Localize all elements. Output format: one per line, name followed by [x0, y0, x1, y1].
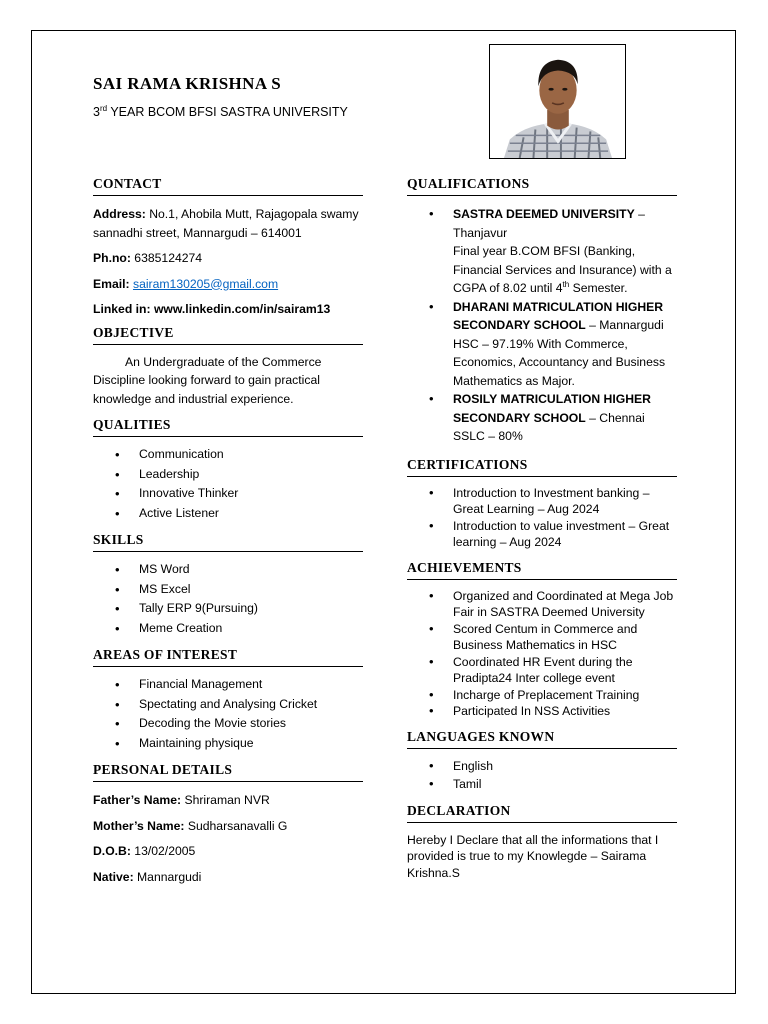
- list-item: • MS Excel: [93, 580, 363, 600]
- native-place: Native: Mannargudi: [93, 869, 202, 884]
- contact-heading: CONTACT: [93, 176, 363, 196]
- interests-heading: AREAS OF INTEREST: [93, 647, 363, 667]
- objective-text: An Undergraduate of the Commerce Discipline looking forward to gain practical knowledge and industrial experience.: [93, 354, 322, 406]
- list-item: • Innovative Thinker: [93, 484, 363, 504]
- declaration-heading: DECLARATION: [407, 803, 677, 823]
- achievements-heading: ACHIEVEMENTS: [407, 560, 677, 580]
- contact-linkedin: Linked in: www.linkedin.com/in/sairam13: [93, 302, 331, 316]
- list-item: • Maintaining physique: [93, 734, 363, 754]
- list-item: • ROSILY MATRICULATION HIGHER SECONDARY SCHOOL – Chennai SSLC – 80%: [407, 390, 677, 446]
- email-link[interactable]: sairam130205@gmail.com: [132, 276, 279, 291]
- list-item: • Participated In NSS Activities: [407, 703, 677, 720]
- achievements-list: [407, 588, 677, 720]
- profile-photo: [489, 44, 626, 159]
- father-name: Father’s Name: Shriraman NVR: [93, 793, 270, 807]
- qualifications-heading: QUALIFICATIONS: [407, 176, 677, 196]
- list-item: • Introduction to Investment banking – Great Learning – Aug 2024: [407, 485, 677, 518]
- objective-heading: OBJECTIVE: [93, 325, 363, 345]
- list-item: • Coordinated HR Event during the Pradipta24 Inter college event: [407, 654, 677, 687]
- qualifications-list: [407, 205, 677, 446]
- contact-phone: Ph.no: 6385124274: [93, 251, 203, 265]
- list-item: • SASTRA DEEMED UNIVERSITY – Thanjavur Final year B.COM BFSI (Banking, Financial Services and Insurance) with a CGPA of 8.02 until 4th Semester.: [407, 205, 677, 298]
- list-item: • DHARANI MATRICULATION HIGHER SECONDARY SCHOOL – Mannargudi HSC – 97.19% With Commerce, Economics, Accountancy and Business Mathematics as Major.: [407, 298, 677, 391]
- languages-list: [407, 757, 677, 794]
- certifications-heading: CERTIFICATIONS: [407, 457, 677, 477]
- right-column: [407, 176, 677, 881]
- mother-name: Mother’s Name: Sudharsanavalli G: [93, 818, 288, 833]
- candidate-name: SAI RAMA KRISHNA S: [93, 74, 282, 93]
- contact-email: Email: sairam130205@gmail.com: [93, 276, 279, 291]
- skills-heading: SKILLS: [93, 532, 363, 552]
- list-item: • Spectating and Analysing Cricket: [93, 695, 363, 715]
- list-item: • Scored Centum in Commerce and Business Mathematics in HSC: [407, 621, 677, 654]
- list-item: • Introduction to value investment – Great learning – Aug 2024: [407, 518, 677, 551]
- interests-list: [93, 675, 363, 753]
- certifications-list: [407, 485, 677, 551]
- list-item: • Decoding the Movie stories: [93, 714, 363, 734]
- personal-heading: PERSONAL DETAILS: [93, 762, 363, 782]
- languages-heading: LANGUAGES KNOWN: [407, 729, 677, 749]
- qualities-heading: QUALITIES: [93, 417, 363, 437]
- list-item: • Financial Management: [93, 675, 363, 695]
- list-item: • Incharge of Preplacement Training: [407, 687, 677, 704]
- list-item: • Communication: [93, 445, 363, 465]
- declaration-text: Hereby I Declare that all the informations that I provided is true to my Knowlegde – Sairama Krishna.S: [407, 832, 659, 880]
- date-of-birth: D.O.B: 13/02/2005: [93, 844, 196, 858]
- list-item: • English: [407, 757, 677, 776]
- left-column: [93, 176, 363, 886]
- list-item: • Meme Creation: [93, 619, 363, 639]
- contact-address: Address: No.1, Ahobila Mutt, Rajagopala swamy sannadhi street, Mannargudi – 614001: [93, 207, 359, 240]
- list-item: • MS Word: [93, 560, 363, 580]
- list-item: • Active Listener: [93, 504, 363, 524]
- list-item: • Tamil: [407, 775, 677, 794]
- list-item: • Leadership: [93, 465, 363, 485]
- qualities-list: [93, 445, 363, 523]
- list-item: • Organized and Coordinated at Mega Job Fair in SASTRA Deemed University: [407, 588, 677, 621]
- candidate-subtitle: 3rd YEAR BCOM BFSI SASTRA UNIVERSITY: [93, 104, 348, 120]
- list-item: • Tally ERP 9(Pursuing): [93, 599, 363, 619]
- skills-list: [93, 560, 363, 638]
